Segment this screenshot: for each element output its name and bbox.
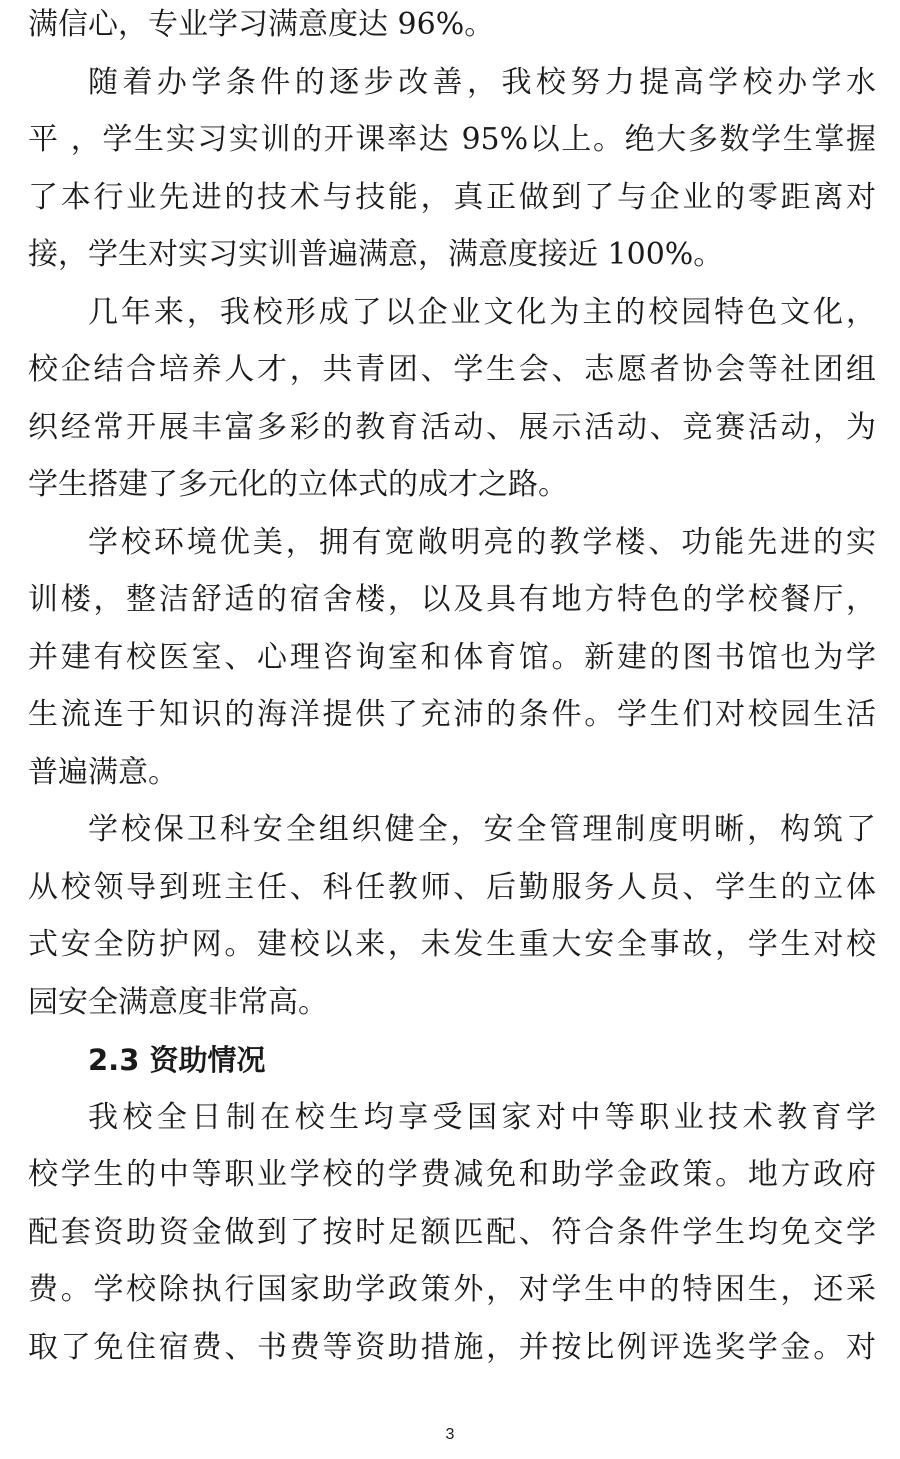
text-line: 学生搭建了多元化的立体式的成才之路。	[28, 467, 568, 502]
text-line: 了本行业先进的技术与技能，真正做到了与企业的零距离对	[28, 179, 876, 215]
page-body	[28, 0, 876, 1383]
text-line: 式安全防护网。建校以来，未发生重大安全事故，学生对校	[28, 927, 876, 962]
text-line: 随着办学条件的逐步改善，我校努力提高学校办学水	[88, 64, 876, 100]
text-line: 从校领导到班主任、科任教师、后勤服务人员、学生的立体	[28, 869, 876, 905]
text-line: 学校保卫科安全组织健全，安全管理制度明晰，构筑了	[88, 812, 876, 847]
page-number: 3	[445, 1426, 455, 1443]
text-line: 学校环境优美，拥有宽敞明亮的教学楼、功能先进的实	[88, 524, 876, 560]
text-line: 几年来，我校形成了以企业文化为主的校园特色文化，	[88, 294, 876, 330]
text-line: 生流连于知识的海洋提供了充沛的条件。学生们对校园生活	[28, 697, 876, 732]
text-line: 校学生的中等职业学校的学费减免和助学金政策。地方政府	[28, 1157, 876, 1192]
section-heading: 2.3 资助情况	[88, 1043, 266, 1077]
text-line: 取了免住宿费、书费等资助措施，并按比例评选奖学金。对	[28, 1329, 876, 1365]
text-line: 满信心，专业学习满意度达 96%。	[28, 7, 495, 42]
text-line: 园安全满意度非常高。	[28, 984, 328, 1020]
text-line: 并建有校医室、心理咨询室和体育馆。新建的图书馆也为学	[28, 639, 876, 675]
text-line: 校企结合培养人才，共青团、学生会、志愿者协会等社团组	[28, 352, 876, 387]
text-line: 接，学生对实习实训普遍满意，满意度接近 100%。	[28, 237, 724, 272]
text-line: 配套资助资金做到了按时足额匹配、符合条件学生均免交学	[28, 1214, 876, 1250]
text-line: 普遍满意。	[28, 754, 178, 790]
text-line: 平 ，学生实习实训的开课率达 95%以上。绝大多数学生掌握	[28, 122, 876, 157]
text-line: 训楼，整洁舒适的宿舍楼，以及具有地方特色的学校餐厅，	[28, 582, 876, 617]
text-line: 费。学校除执行国家助学政策外，对学生中的特困生，还采	[28, 1272, 876, 1307]
text-line: 我校全日制在校生均享受国家对中等职业技术教育学	[88, 1099, 876, 1135]
text-line: 织经常开展丰富多彩的教育活动、展示活动、竞赛活动，为	[28, 409, 876, 445]
